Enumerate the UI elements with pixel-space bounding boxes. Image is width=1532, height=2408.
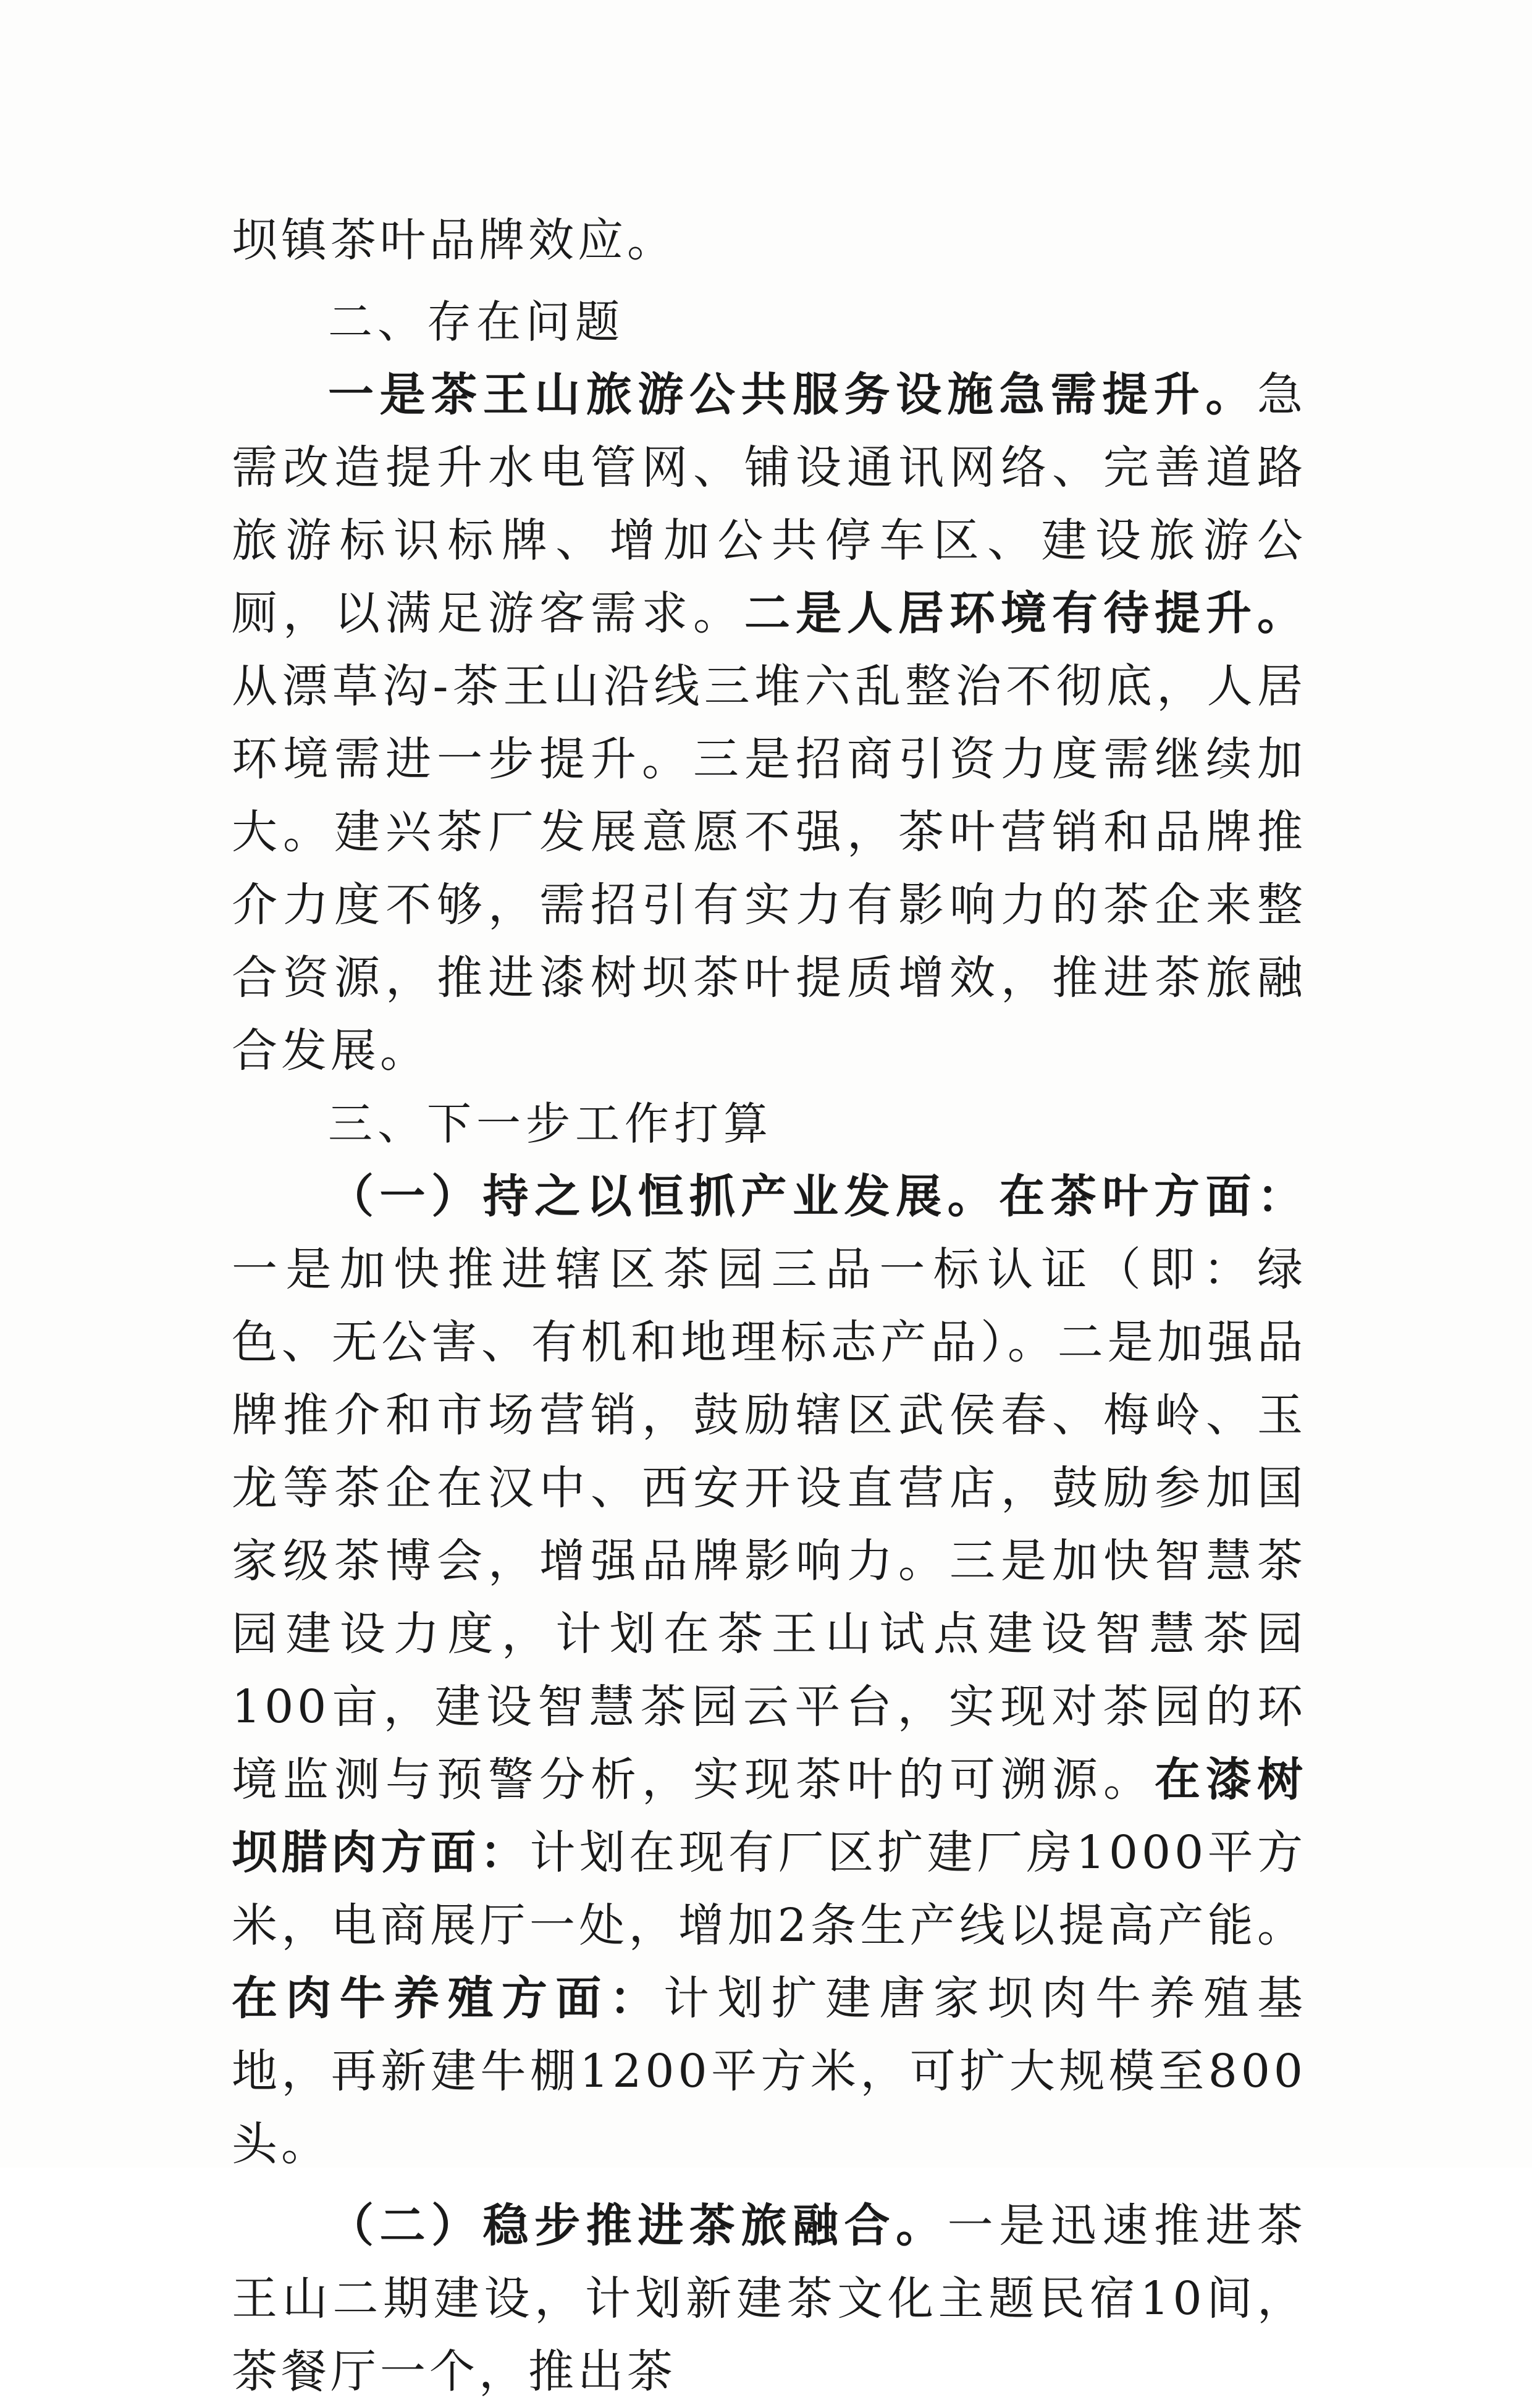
text-run: 三是招商引资力度需继续加大。 — [232, 733, 1307, 859]
text-run: 一是加快推进辖区茶园三品一标认证（即：绿色、无公害、有机和地理标志产品）。二是加强品牌推介和市场营销，鼓励辖区武侯春、梅岭、玉龙等茶企在汉中、西安开设直营店，鼓励参加国家级茶博会，增强品牌影响力。三是加快智慧茶园建设力度，计划在茶王山试点建设智慧茶园100亩，建设智慧茶园云平台，实现对茶园的环境监测与预警分析，实现茶叶的可溯源。 — [232, 1243, 1307, 1806]
bold-run: 二是人居环境有待提升。 — [744, 587, 1307, 640]
section-heading-problems — [232, 285, 1307, 358]
bold-run: 一是茶王山旅游公共服务设施急需提升。 — [328, 368, 1257, 421]
paragraph-industry — [232, 1160, 1307, 2181]
text-run: 急需改造提升水电管网、铺设通讯网络、完善道路旅游标识标牌、增加公共停车区、建设旅游公厕，以满足游客需求。 — [232, 368, 1307, 640]
bold-run: 在漆树坝腊肉方面： — [232, 1753, 1307, 1879]
paragraph-tea-tourism — [232, 2189, 1307, 2408]
heading-text: 三、下一步工作打算 — [328, 1098, 773, 1150]
text-run: 计划扩建唐家坝肉牛养殖基地，再新建牛棚1200平方米，可扩大规模至800头。 — [232, 1972, 1307, 2171]
heading-text: 二、存在问题 — [328, 296, 625, 348]
text-run: 建兴茶厂发展意愿不强，茶叶营销和品牌推介力度不够，需招引有实力有影响力的茶企来整合资源，推进漆树坝茶叶提质增效，推进茶旅融合发展。 — [232, 806, 1307, 1077]
text-run: 一是迅速推进茶王山二期建设，计划新建茶文化主题民宿10间，茶餐厅一个，推出茶 — [232, 2199, 1307, 2398]
text-run: 坝镇茶叶品牌效应。 — [232, 214, 676, 267]
paragraph-problems — [232, 358, 1307, 1087]
document-body — [232, 204, 1307, 2408]
bold-run: 在肉牛养殖方面： — [232, 1972, 663, 2025]
bold-run: （一）持之以恒抓产业发展。在茶叶方面： — [328, 1170, 1307, 1223]
text-run: 从漂草沟-茶王山沿线三堆六乱整治不彻底，人居环境需进一步提升。 — [232, 660, 1307, 786]
bold-run: （二）稳步推进茶旅融合。 — [328, 2199, 948, 2252]
paragraph-continuation — [232, 204, 1307, 277]
text-run: 计划在现有厂区扩建厂房1000平方米，电商展厅一处，增加2条生产线以提高产能。 — [232, 1826, 1307, 1952]
section-heading-next-steps — [232, 1087, 1307, 1160]
